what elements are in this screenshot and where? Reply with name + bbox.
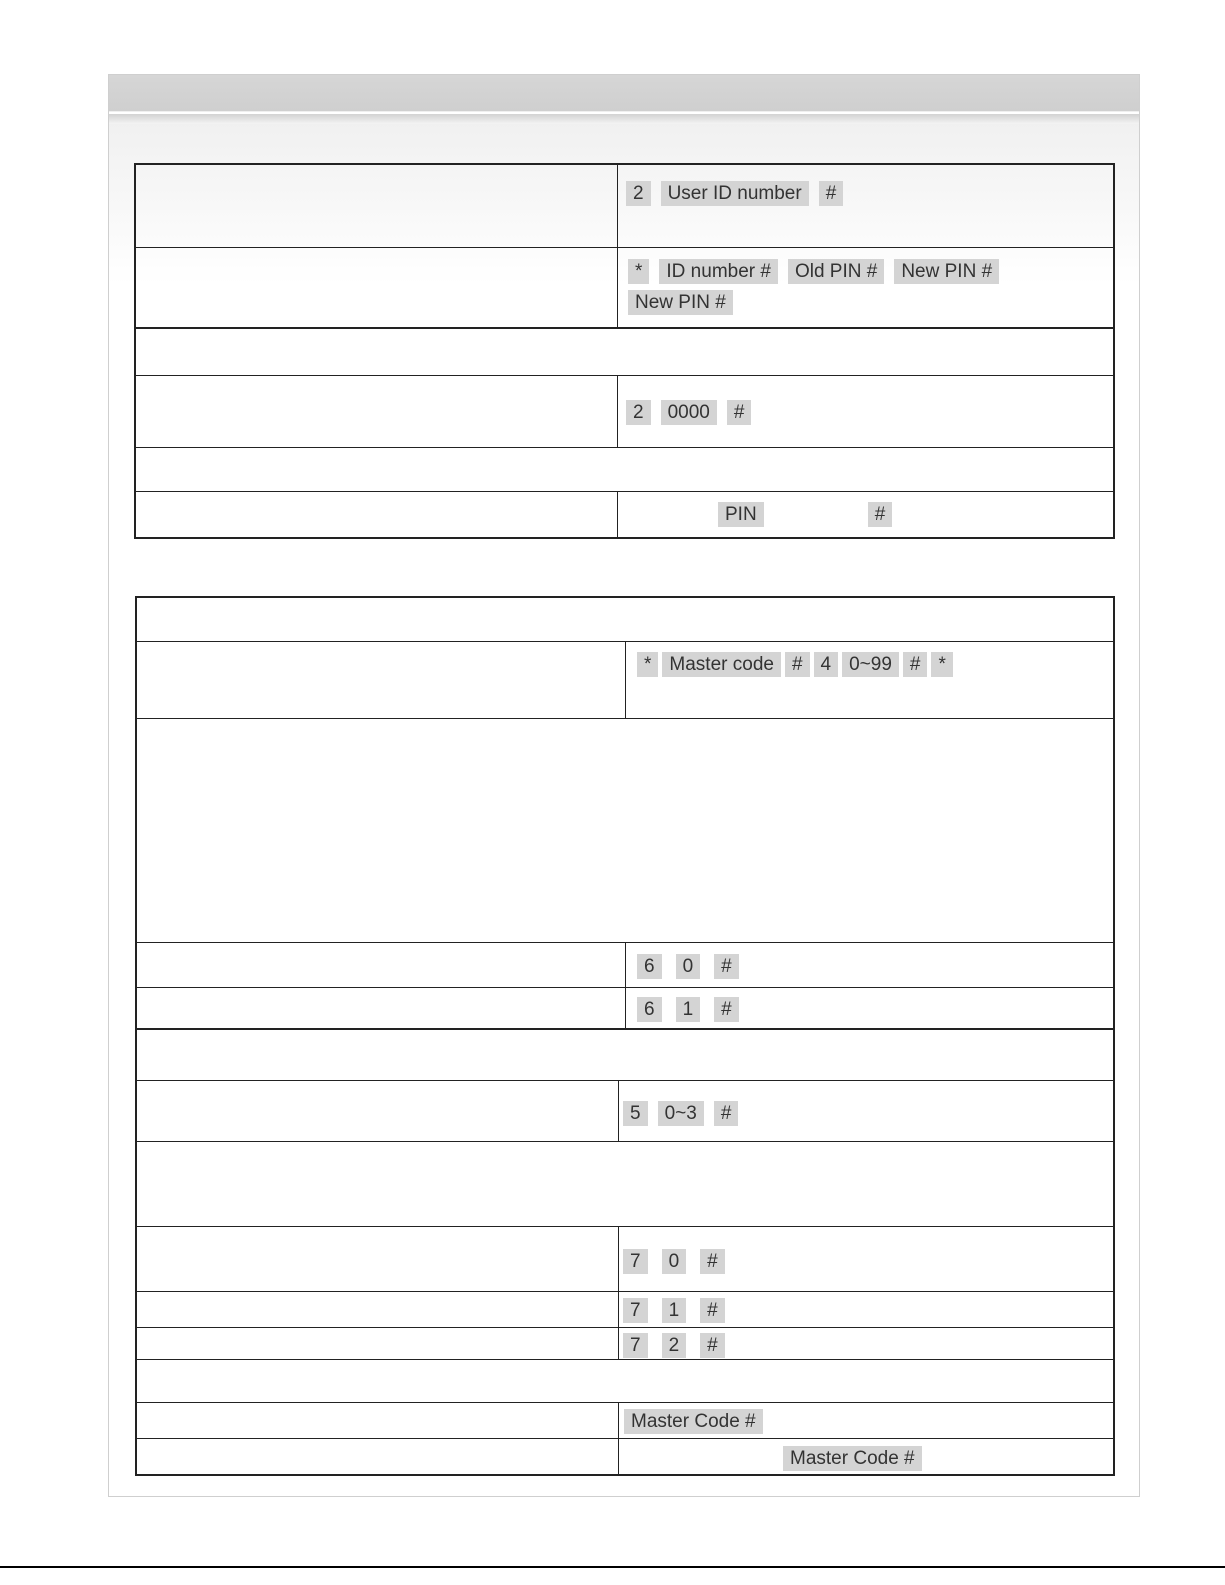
row-divider: [136, 327, 1113, 329]
column-divider: [618, 1080, 619, 1141]
key: #: [727, 400, 752, 425]
key: PIN: [718, 502, 764, 527]
key: 2: [626, 181, 651, 206]
row-divider: [137, 1291, 1113, 1292]
key-sequence-master-code: [637, 652, 953, 677]
key: 5: [623, 1101, 648, 1126]
key-sequence-60: [637, 954, 739, 979]
row-divider: [137, 1080, 1113, 1081]
key-sequence-72: [623, 1333, 725, 1358]
key: *: [637, 652, 658, 677]
key: 0~3: [658, 1101, 704, 1126]
key: 1: [676, 997, 701, 1022]
header-bar: [109, 75, 1139, 111]
row-divider: [137, 1402, 1113, 1403]
key-sequence-master-code-1: [624, 1409, 763, 1434]
key-sequence-user-id: [626, 181, 843, 206]
row-divider: [136, 491, 1113, 492]
key: 6: [637, 954, 662, 979]
key: 0~99: [842, 652, 899, 677]
key: 7: [623, 1298, 648, 1323]
key: Old PIN #: [788, 259, 884, 284]
column-divider: [617, 375, 618, 447]
key: #: [714, 1101, 739, 1126]
key: 6: [637, 997, 662, 1022]
column-divider: [618, 1402, 619, 1474]
key-sequence-change-pin: [628, 259, 999, 284]
row-divider: [137, 1028, 1113, 1030]
key-sequence-default-pin: [626, 400, 751, 425]
row-divider: [137, 1359, 1113, 1360]
key: #: [714, 997, 739, 1022]
row-divider: [136, 247, 1113, 248]
settings-table: [135, 596, 1115, 1476]
key-sequence-change-pin-line2: [628, 290, 733, 315]
key: New PIN #: [628, 290, 733, 315]
key: #: [714, 954, 739, 979]
key: Master Code #: [783, 1446, 922, 1471]
key-sequence-5: [623, 1101, 738, 1126]
key: 7: [623, 1333, 648, 1358]
key: 0: [676, 954, 701, 979]
key-sequence-71: [623, 1298, 725, 1323]
key: Master Code #: [624, 1409, 763, 1434]
column-divider: [625, 942, 626, 1028]
key: #: [785, 652, 810, 677]
key: User ID number: [661, 181, 809, 206]
key: 7: [623, 1249, 648, 1274]
bottom-rule: [0, 1566, 1225, 1568]
key-sequence-61: [637, 997, 739, 1022]
key: #: [700, 1333, 725, 1358]
key: 1: [662, 1298, 687, 1323]
key: *: [931, 652, 952, 677]
column-divider: [625, 641, 626, 718]
key: #: [819, 181, 844, 206]
key: *: [628, 259, 649, 284]
key-sequence-master-code-2: [783, 1446, 922, 1471]
key: #: [700, 1298, 725, 1323]
row-divider: [136, 375, 1113, 376]
key: ID number #: [659, 259, 778, 284]
key: 2: [626, 400, 651, 425]
row-divider: [137, 1226, 1113, 1227]
key-sequence-70: [623, 1249, 725, 1274]
row-divider: [137, 1141, 1113, 1142]
column-divider: [618, 1226, 619, 1359]
key: #: [700, 1249, 725, 1274]
key: #: [903, 652, 928, 677]
key: 0: [662, 1249, 687, 1274]
key: #: [868, 502, 893, 527]
column-divider: [617, 491, 618, 537]
key: Master code: [662, 652, 781, 677]
key: 2: [662, 1333, 687, 1358]
column-divider: [617, 165, 618, 327]
key: 4: [814, 652, 839, 677]
header-rule: [109, 112, 1139, 124]
row-divider: [137, 1327, 1113, 1328]
key: 0000: [661, 400, 717, 425]
row-divider: [137, 1438, 1113, 1439]
key-sequence-pin-entry: [718, 502, 892, 527]
key: New PIN #: [894, 259, 999, 284]
row-divider: [137, 718, 1113, 719]
user-pin-table: [134, 163, 1115, 539]
row-divider: [136, 447, 1113, 448]
